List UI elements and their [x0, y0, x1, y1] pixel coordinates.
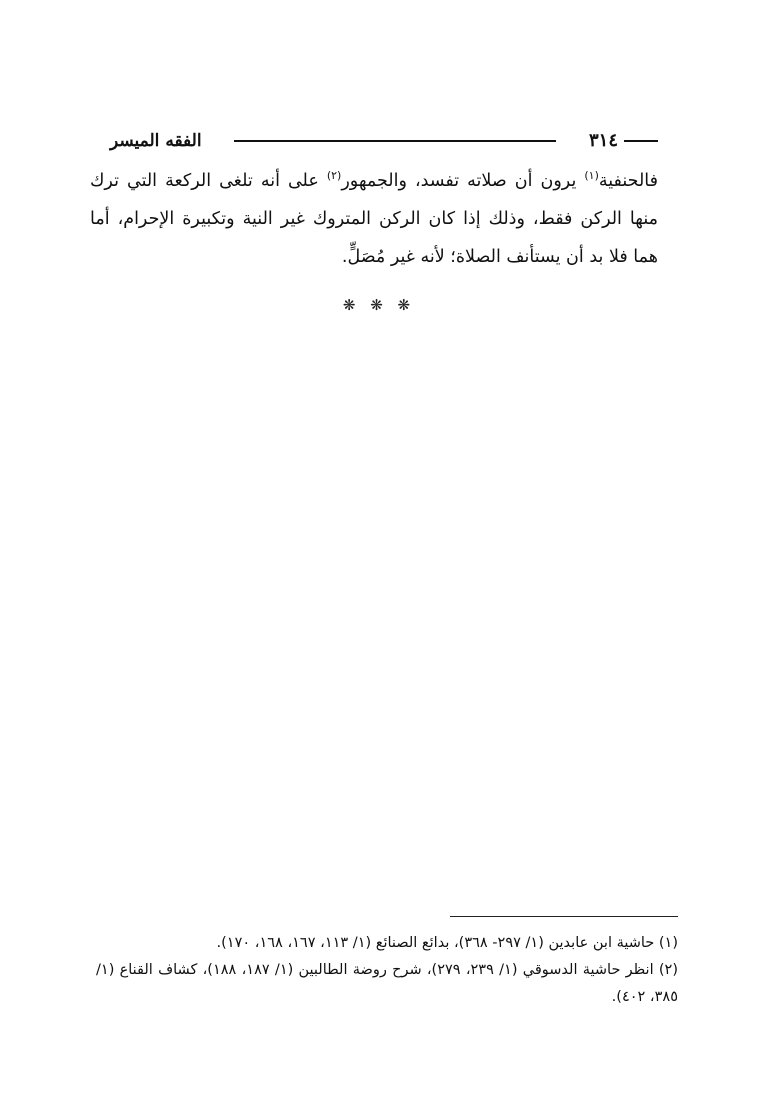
- section-separator: ❋ ❋ ❋: [342, 296, 416, 314]
- text-segment: فالحنفية: [598, 171, 658, 191]
- footnote-reference[interactable]: (٢): [326, 169, 342, 183]
- page-number: ٣١٤: [588, 130, 618, 151]
- book-title: الفقه الميسر: [110, 131, 202, 151]
- footnotes: [96, 930, 678, 1011]
- text-segment: على أنه تلغى الركعة التي ترك منها الركن فقط، وذلك إذا كان الركن المتروك غير النية وتكبيرة الإحرام، أما هما فلا بد أن يستأنف الصلاة؛ لأنه غير مُصَلٍّ.: [90, 171, 658, 267]
- running-header: [110, 126, 658, 156]
- paragraph: [90, 162, 658, 276]
- main-text: [90, 162, 658, 276]
- footnote: (٢) انظر حاشية الدسوقي (١/ ٢٣٩، ٢٧٩)، شرح روضة الطالبين (١/ ١٨٧، ١٨٨)، كشاف القناع (١/ ٣٨٥، ٤٠٢).: [96, 962, 679, 1005]
- footnote-divider: [450, 916, 678, 917]
- header-rule-short: [624, 140, 658, 142]
- footnote-reference[interactable]: (١): [584, 169, 599, 183]
- text-segment: يرون أن صلاته تفسد، والجمهور: [341, 171, 585, 191]
- footnote: (١) حاشية ابن عابدين (١/ ٢٩٧- ٣٦٨)، بدائع الصنائع (١/ ١١٣، ١٦٧، ١٦٨، ١٧٠).: [216, 935, 678, 951]
- header-rule-long: [234, 140, 556, 142]
